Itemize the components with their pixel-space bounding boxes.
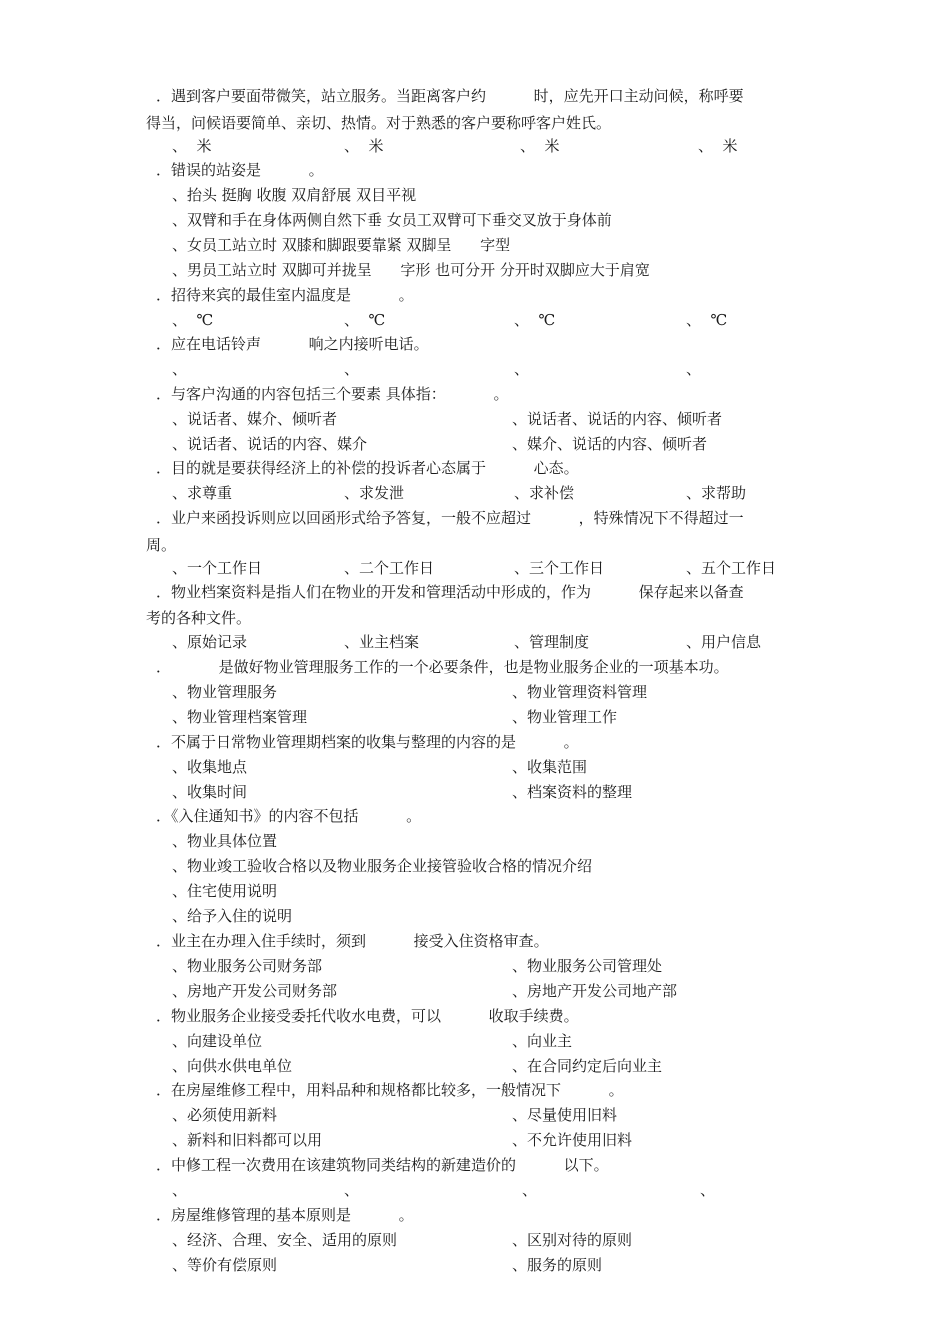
q13-option-a: 、向建设单位	[172, 1032, 263, 1050]
q13-option-c: 、向供水供电单位	[172, 1057, 293, 1075]
question-11-text: ．《入住通知书》的内容不包括 。	[156, 807, 422, 825]
question-13-text: ．物业服务企业接受委托代收水电费，可以 收取手续费。	[156, 1007, 579, 1025]
q15-option-b: 、	[344, 1181, 360, 1199]
q7-option-c: 、三个工作日	[514, 559, 605, 577]
q8-option-c: 、管理制度	[514, 633, 590, 651]
q16-option-b: 、区别对待的原则	[512, 1231, 633, 1249]
q11-option-b: 、物业竣工验收合格以及物业服务企业接管验收合格的情况介绍	[172, 857, 593, 875]
q8-option-a: 、原始记录	[172, 633, 248, 651]
q3-option-c: 、 ℃	[514, 311, 556, 329]
q3-option-b: 、 ℃	[344, 311, 386, 329]
q14-option-d: 、不允许使用旧料	[512, 1131, 633, 1149]
question-10-text: ．不属于日常物业管理期档案的收集与整理的内容的是 。	[156, 733, 579, 751]
question-1-text: ．遇到客户要面带微笑，站立服务。当距离客户约 时，应先开口主动问候，称呼要	[156, 87, 744, 105]
q13-option-d: 、在合同约定后向业主	[512, 1057, 663, 1075]
q9-option-b: 、物业管理资料管理	[512, 683, 648, 701]
q8-option-b: 、业主档案	[344, 633, 420, 651]
question-1-text-cont: 得当，问候语要简单、亲切、热情。对于熟悉的客户要称呼客户姓氏。	[146, 114, 612, 132]
q6-option-c: 、求补偿	[514, 484, 575, 502]
q5-option-c: 、说话者、说话的内容、媒介	[172, 435, 368, 453]
q4-option-c: 、	[514, 360, 530, 378]
question-7-text: ．业户来函投诉则应以回函形式给予答复，一般不应超过 ，特殊情况下不得超过一	[156, 509, 744, 527]
q15-option-a: 、	[172, 1181, 188, 1199]
q6-option-b: 、求发泄	[344, 484, 405, 502]
q12-option-d: 、房地产开发公司地产部	[512, 982, 678, 1000]
q13-option-b: 、向业主	[512, 1032, 573, 1050]
q1-option-b: 、 米	[344, 137, 384, 155]
question-9-text: ． 是做好物业管理服务工作的一个必要条件，也是物业服务企业的一项基本功。	[156, 658, 729, 676]
q16-option-d: 、服务的原则	[512, 1256, 603, 1274]
q15-option-c: 、	[522, 1181, 538, 1199]
q10-option-c: 、收集时间	[172, 783, 248, 801]
question-14-text: ．在房屋维修工程中，用料品种和规格都比较多，一般情况下 。	[156, 1081, 624, 1099]
q11-option-c: 、住宅使用说明	[172, 882, 278, 900]
q10-option-a: 、收集地点	[172, 758, 248, 776]
q11-option-a: 、物业具体位置	[172, 832, 278, 850]
question-16-text: ．房屋维修管理的基本原则是 。	[156, 1206, 414, 1224]
question-7-text-cont: 周。	[146, 536, 177, 554]
q16-option-c: 、等价有偿原则	[172, 1256, 278, 1274]
q2-option-b: 、双臂和手在身体两侧自然下垂 女员工双臂可下垂交叉放于身体前	[172, 211, 612, 229]
q6-option-d: 、求帮助	[686, 484, 747, 502]
q16-option-a: 、经济、合理、安全、适用的原则	[172, 1231, 398, 1249]
q6-option-a: 、求尊重	[172, 484, 233, 502]
q10-option-b: 、收集范围	[512, 758, 588, 776]
question-8-text-cont: 考的各种文件。	[146, 609, 252, 627]
question-3-text: ．招待来宾的最佳室内温度是 。	[156, 286, 414, 304]
q4-option-a: 、	[172, 360, 188, 378]
question-4-text: ．应在电话铃声 响之内接听电话。	[156, 335, 429, 353]
question-5-text: ．与客户沟通的内容包括三个要素 具体指： 。	[156, 385, 509, 403]
q9-option-a: 、物业管理服务	[172, 683, 278, 701]
q8-option-d: 、用户信息	[686, 633, 762, 651]
question-15-text: ．中修工程一次费用在该建筑物同类结构的新建造价的 以下。	[156, 1156, 609, 1174]
q4-option-d: 、	[686, 360, 702, 378]
q7-option-b: 、二个工作日	[344, 559, 435, 577]
q12-option-c: 、房地产开发公司财务部	[172, 982, 338, 1000]
q5-option-b: 、说话者、说话的内容、倾听者	[512, 410, 723, 428]
q9-option-d: 、物业管理工作	[512, 708, 618, 726]
q7-option-d: 、五个工作日	[686, 559, 777, 577]
question-6-text: ．目的就是要获得经济上的补偿的投诉者心态属于 心态。	[156, 459, 579, 477]
q4-option-b: 、	[344, 360, 360, 378]
q7-option-a: 、一个工作日	[172, 559, 263, 577]
q2-option-a: 、抬头 挺胸 收腹 双肩舒展 双目平视	[172, 186, 417, 204]
q5-option-a: 、说话者、媒介、倾听者	[172, 410, 338, 428]
q1-option-c: 、 米	[520, 137, 560, 155]
q3-option-d: 、 ℃	[686, 311, 728, 329]
question-2-text: ．错误的站姿是 。	[156, 161, 324, 179]
q1-option-d: 、 米	[698, 137, 738, 155]
q2-option-c: 、女员工站立时 双膝和脚跟要靠紧 双脚呈 字型	[172, 236, 511, 254]
q12-option-b: 、物业服务公司管理处	[512, 957, 663, 975]
q14-option-b: 、尽量使用旧料	[512, 1106, 618, 1124]
q5-option-d: 、媒介、说话的内容、倾听者	[512, 435, 708, 453]
q11-option-d: 、给予入住的说明	[172, 907, 293, 925]
question-12-text: ．业主在办理入住手续时，须到 接受入住资格审查。	[156, 932, 549, 950]
q15-option-d: 、	[700, 1181, 716, 1199]
q14-option-a: 、必须使用新料	[172, 1106, 278, 1124]
q9-option-c: 、物业管理档案管理	[172, 708, 308, 726]
q14-option-c: 、新料和旧料都可以用	[172, 1131, 323, 1149]
question-8-text: ．物业档案资料是指人们在物业的开发和管理活动中形成的，作为 保存起来以备查	[156, 583, 744, 601]
q12-option-a: 、物业服务公司财务部	[172, 957, 323, 975]
q1-option-a: 、 米	[172, 137, 212, 155]
q3-option-a: 、 ℃	[172, 311, 214, 329]
q2-option-d: 、男员工站立时 双脚可并拢呈 字形 也可分开 分开时双脚应大于肩宽	[172, 261, 650, 279]
q10-option-d: 、档案资料的整理	[512, 783, 633, 801]
